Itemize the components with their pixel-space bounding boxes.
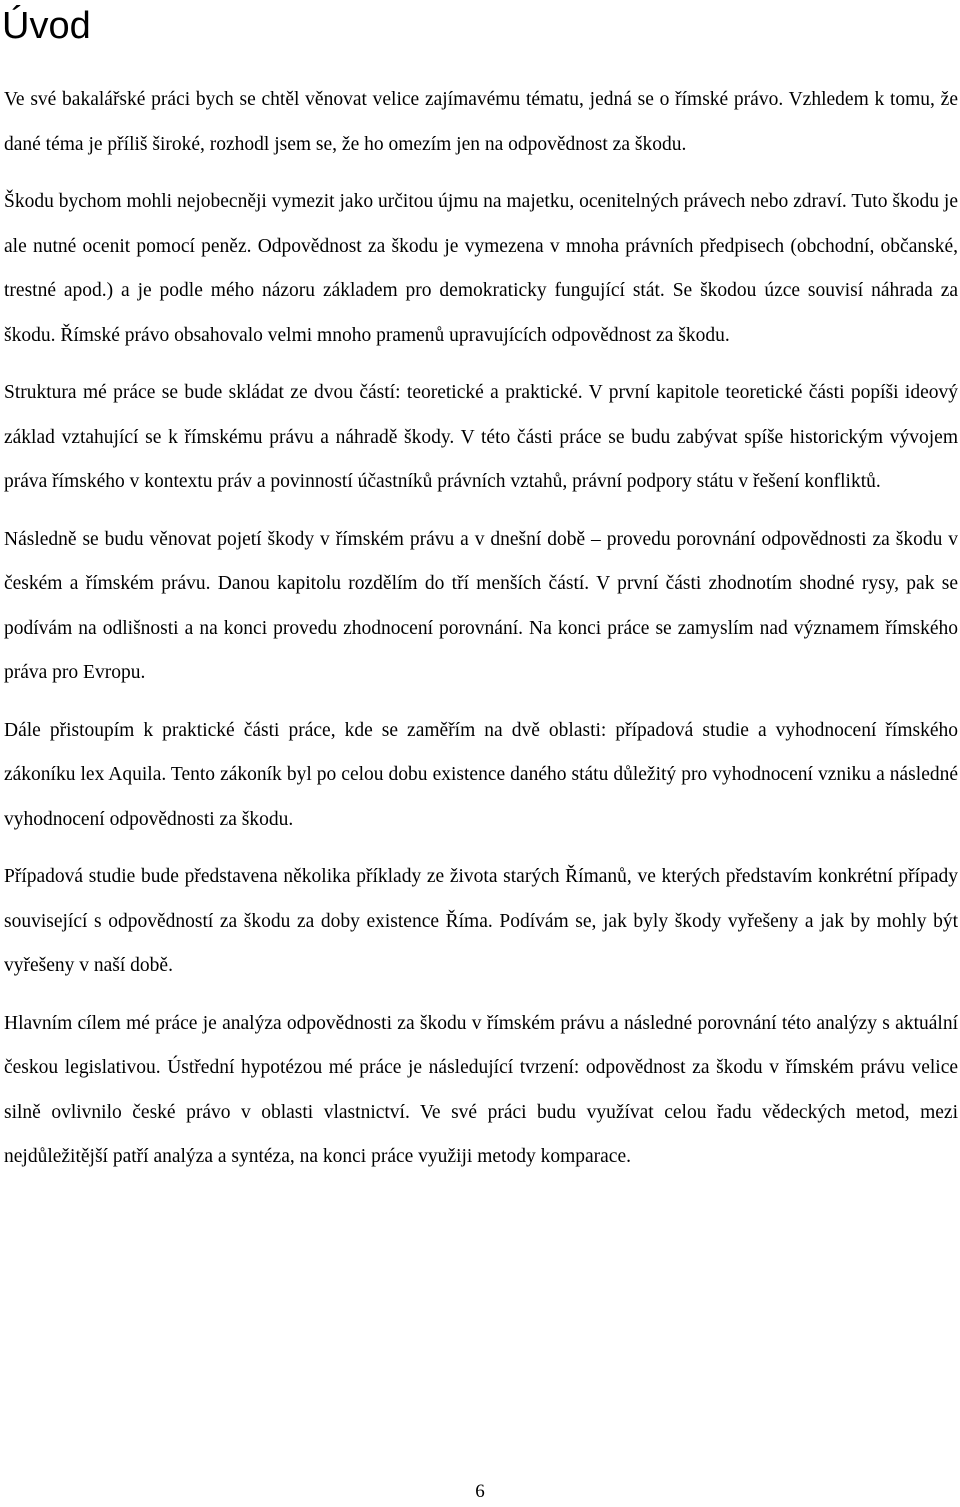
paragraph-7: Hlavním cílem mé práce je analýza odpovědnosti za škodu v římském právu a následné porovnání této analýzy s aktuální českou legislativou. Ústřední hypotézou mé práce je následující tvrzení: odpovědnost za škodu v římském právu velice silně ovlivnilo české právo v oblasti vlastnictví. Ve své práci budu využívat celou řadu vědeckých metod, mezi nejdůležitější patří analýza a syntéza, na konci práce využiji metody komparace. [4,1012,958,1167]
page-title: Úvod [2,5,91,47]
paragraph-2: Škodu bychom mohli nejobecněji vymezit jako určitou újmu na majetku, ocenitelných právech nebo zdraví. Tuto škodu je ale nutné ocenit pomocí peněz. Odpovědnost za škodu je vymezena v mnoha právních předpisech (obchodní, občanské, trestné apod.) a je podle mého názoru základem pro demokraticky fungující stát. Se škodou úzce souvisí náhrada za škodu. Římské právo obsahovalo velmi mnoho pramenů upravujících odpovědnost za škodu. [4,191,958,346]
paragraph-3: Struktura mé práce se bude skládat ze dvou částí: teoretické a praktické. V první kapitole teoretické části popíši ideový základ vztahující se k římskému právu a náhradě škody. V této části práce se budu zabývat spíše historickým vývojem práva římského v kontextu práv a povinností účastníků právních vztahů, právní podpory státu v řešení konfliktů. [4,382,958,492]
paragraph-6: Případová studie bude představena několika příklady ze života starých Římanů, ve kterých představím konkrétní případy související s odpovědností za škodu za doby existence Říma. Podívám se, jak byly škody vyřešeny a jak by mohly být vyřešeny v naší době. [4,866,958,976]
paragraph-4: Následně se budu věnovat pojetí škody v římském právu a v dnešní době – provedu porovnání odpovědnosti za škodu v českém a římském právu. Danou kapitolu rozdělím do tří menších částí. V první části zhodnotím shodné rysy, pak se podívám na odlišnosti a na konci provedu zhodnocení porovnání. Na konci práce se zamyslím nad významem římského práva pro Evropu. [4,528,958,683]
paragraph-5: Dále přistoupím k praktické části práce, kde se zaměřím na dvě oblasti: případová studie a vyhodnocení římského zákoníku lex Aquila. Tento zákoník byl po celou dobu existence daného státu důležitý pro vyhodnocení vzniku a následné vyhodnocení odpovědnosti za škodu. [4,719,958,830]
page-number: 6 [475,1481,485,1502]
body-text [4,78,958,1193]
paragraph-1: Ve své bakalářské práci bych se chtěl věnovat velice zajímavému tématu, jedná se o římské právo. Vzhledem k tomu, že dané téma je příliš široké, rozhodl jsem se, že ho omezím jen na odpovědnost za škodu. [4,89,958,155]
